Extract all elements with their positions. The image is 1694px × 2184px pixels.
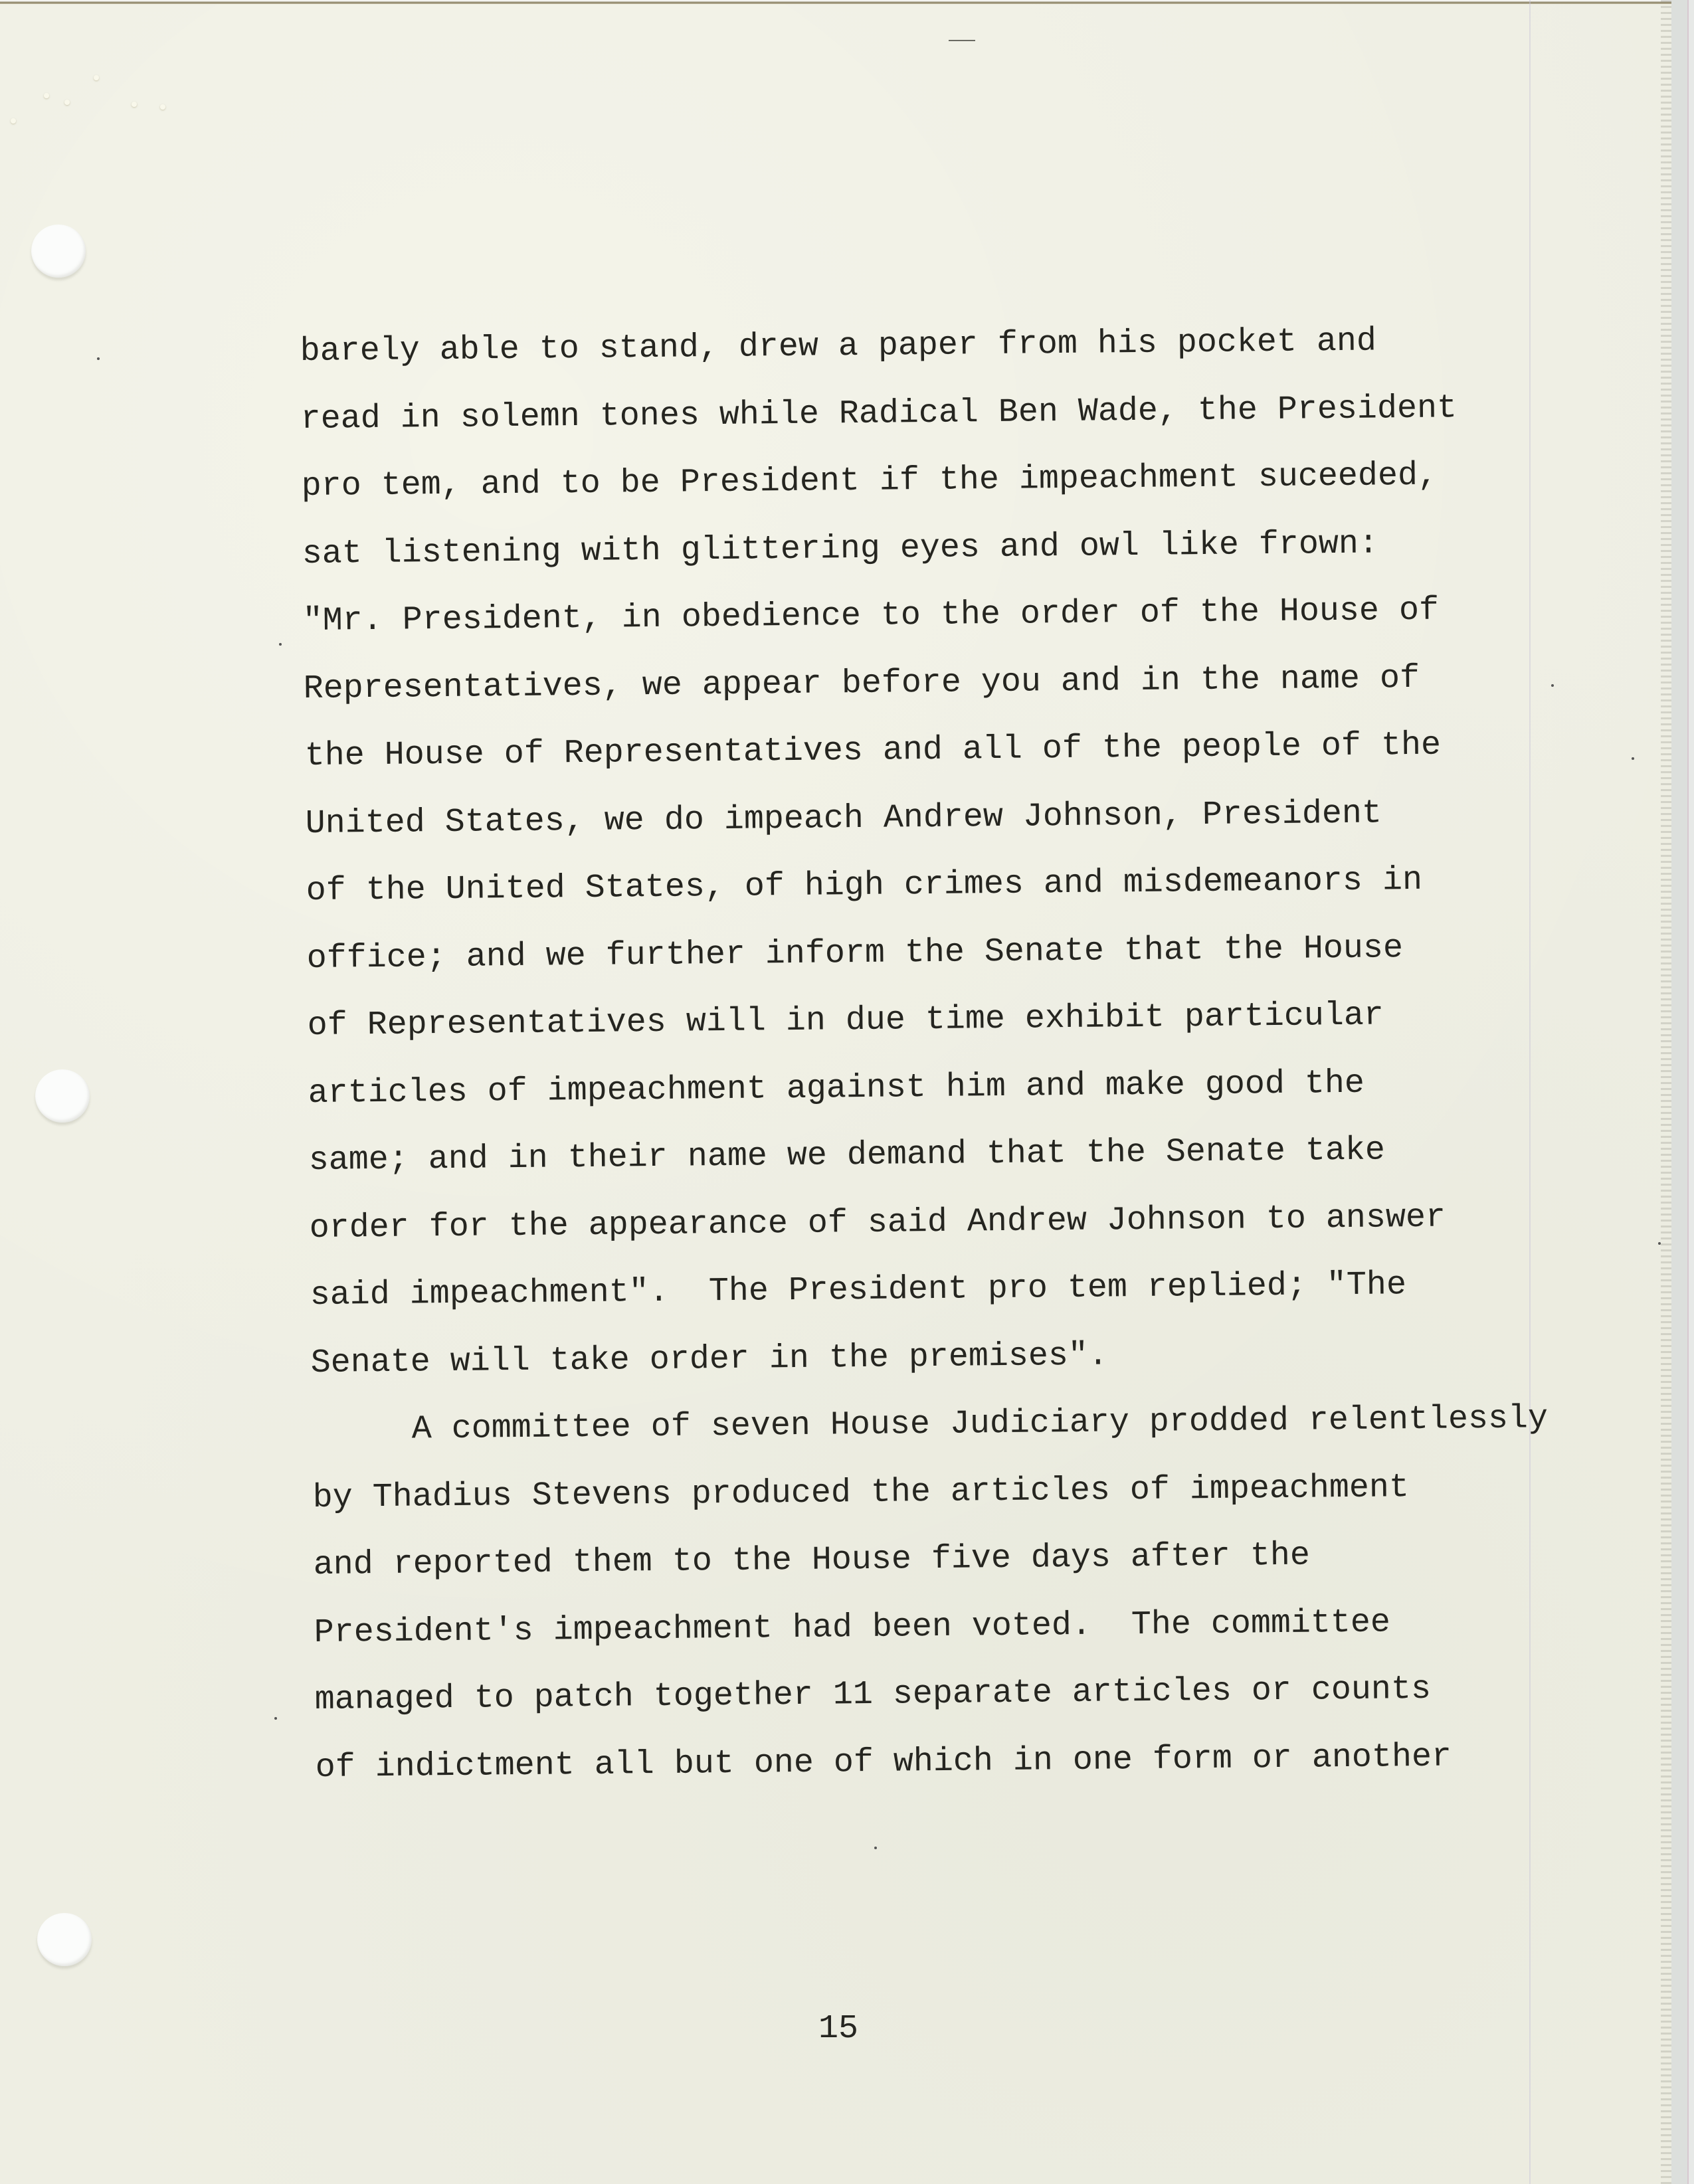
text-line: managed to patch together 11 separate articles or counts [314,1670,1432,1719]
text-line: Representatives, we appear before you and in the name of [303,659,1420,708]
text-line: order for the appearance of said Andrew Johnson to answer [309,1198,1446,1247]
text-line: barely able to stand, drew a paper from his pocket and [300,322,1377,371]
paper-dot [279,643,282,646]
stray-mark [949,40,975,41]
text-line: office; and we further inform the Senate that the House [306,929,1404,978]
paper-speck [160,104,165,110]
paper-dot [1551,684,1554,687]
text-line: of Representatives will in due time exhibit particular [307,996,1384,1045]
text-line: articles of impeachment against him and make good the [308,1064,1365,1113]
binder-hole-middle [35,1069,90,1123]
text-line: by Thadius Stevens produced the articles of impeachment [312,1468,1409,1517]
paper-speck [64,100,70,105]
text-line: read in solemn tones while Radical Ben Wade, the President [300,389,1458,438]
text-line: President's impeachment had been voted. The committee [314,1603,1391,1652]
text-line: "Mr. President, in obedience to the order of the House of [302,591,1440,640]
text-line: sat listening with glittering eyes and owl like frown: [302,524,1379,573]
page-crease [1529,0,1531,2184]
text-line: same; and in their name we demand that the Senate take [308,1131,1386,1180]
page-top-edge [0,0,1671,4]
paper-speck [132,102,137,107]
paper-speck [94,75,99,80]
page-right-edge [1661,0,1671,2184]
text-line: United States, we do impeach Andrew Johnson, President [305,794,1382,843]
binder-hole-top [31,225,86,278]
scanner-margin-outer [1689,0,1694,2184]
scanner-margin [1671,0,1687,2184]
text-line: A committee of seven House Judiciary prodded relentlessly [311,1400,1548,1449]
paper-dot [274,1717,277,1720]
binder-hole-bottom [37,1913,92,1966]
paper-dot [1658,1242,1661,1245]
text-line: the House of Representatives and all of the people of the [304,726,1441,775]
paper-dot [1632,757,1634,760]
text-line: of indictment all but one of which in one form or another [315,1738,1452,1787]
text-line: and reported them to the House five days after the [313,1536,1310,1584]
paper-dot [97,357,100,360]
paper-speck [44,93,49,98]
paper-dot [874,1847,877,1849]
text-line: of the United States, of high crimes and misdemeanors in [306,861,1422,910]
text-line: Senate will take order in the premises". [310,1336,1109,1382]
paper-speck [11,118,16,124]
text-line: said impeachment". The President pro tem replied; "The [310,1266,1407,1315]
text-line: pro tem, and to be President if the impeachment suceeded, [301,456,1438,505]
page-number: 15 [818,2010,859,2048]
